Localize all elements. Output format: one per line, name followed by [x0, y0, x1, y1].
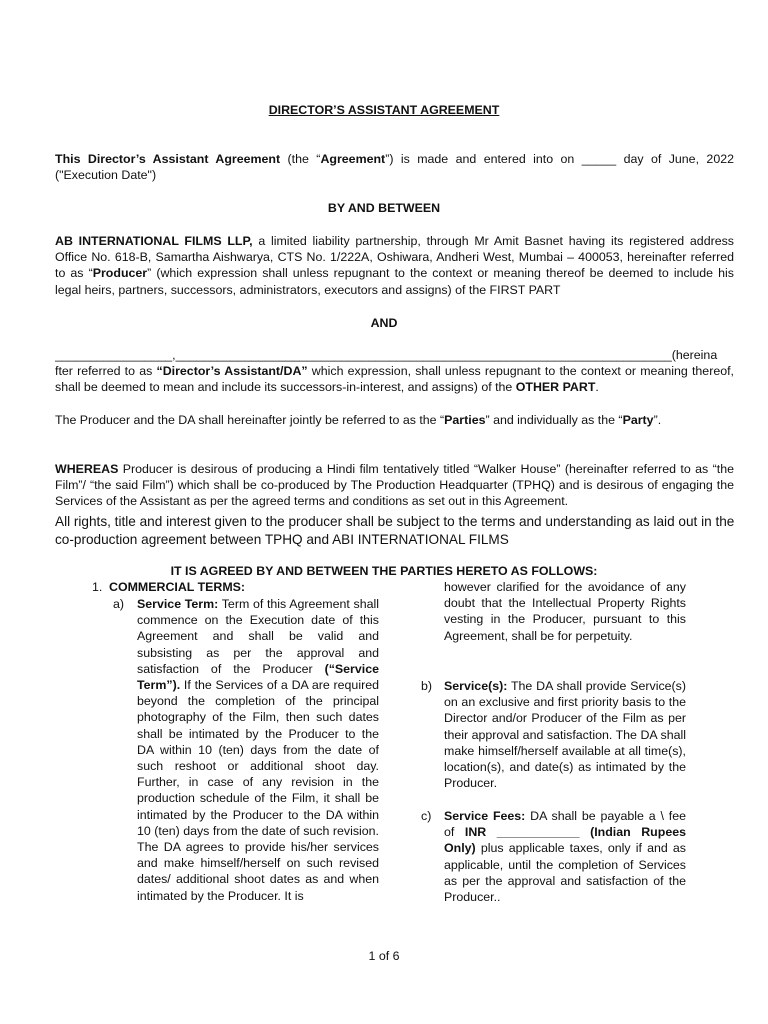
clause-a-text: [137, 596, 379, 904]
agreed-heading: IT IS AGREED BY AND BETWEEN THE PARTIES HERETO AS FOLLOWS:: [170, 564, 598, 578]
clause-b-text: [444, 678, 686, 791]
parties-text-2: ” and individually as the “: [485, 413, 623, 427]
clause-a-text-2: If the Services of a DA are required beyond the completion of the principal photography of the Film, then such dates shall be intimated by the Producer to the DA within 10 (ten) days from the date of such reshoot or additional shoot day. Further, in case of any revision in the production schedule of the Film, it shall be intimated by the Producer to the DA within 10 (ten) days from the date of such revision. The DA agrees to provide his/her services and make himself/herself on such revised dates/ additional shoot dates as and when intimated by the Producer. It is: [137, 678, 379, 903]
intro-text-1: (the “: [280, 152, 321, 166]
whereas-paragraph: [55, 461, 734, 510]
and-heading: AND: [370, 316, 398, 330]
clause-a-text-1: Term of this Agreement shall commence on the Execution date of this Agreement and shall be valid and subsisting as per the approval and satisfaction of the Producer: [137, 597, 379, 676]
clause-c-label: c): [421, 809, 432, 823]
document-title: DIRECTOR’S ASSISTANT AGREEMENT: [268, 103, 500, 117]
service-term-definition: (“Service Term”).: [137, 661, 379, 693]
clause-b-label: b): [421, 679, 433, 693]
clause-c-text: [444, 808, 686, 905]
second-party-text-3: .: [595, 380, 599, 395]
first-party-text-2: ” (which expression shall unless repugnant to the context or meaning thereof be deemed to include his legal heirs, partners, successors, administrators, executors and assigns) of the FIRST PART: [55, 266, 734, 297]
first-party-name: AB INTERNATIONAL FILMS LLP,: [55, 234, 253, 248]
parties-paragraph: [55, 412, 734, 428]
page-number: 1 of 6: [368, 949, 400, 963]
clause-a-heading: Service Term:: [137, 597, 219, 611]
agreement-term: Agreement: [320, 152, 386, 166]
by-and-between-heading: BY AND BETWEEN: [327, 201, 441, 215]
rights-paragraph: All rights, title and interest given to the producer shall be subject to the terms and understanding as laid out in the co-production agreement between TPHQ and ABI INTERNATIONAL FILMS: [55, 514, 735, 547]
parties-text-1: The Producer and the DA shall hereinafter jointly be referred to as the “: [55, 413, 445, 427]
intro-paragraph: [55, 151, 734, 183]
parties-text-3: ”.: [653, 413, 662, 427]
first-party-text-1: a limited liability partnership, through Mr Amit Basnet having its registered address Office No. 618-B, Samartha Aishwarya, CTS No. 1/222A, Oshiwara, Andheri West, Mumbai – 400053, hereinafter referred to as “: [55, 234, 734, 281]
whereas-label: WHEREAS: [55, 462, 119, 476]
section-1-number: 1.: [92, 580, 103, 594]
agreement-name: This Director’s Assistant Agreement: [55, 152, 281, 166]
fee-amount: INR ____________ (Indian Rupees Only): [444, 825, 686, 856]
other-part-term: OTHER PART: [515, 380, 596, 395]
intro-text-2: ”) is made and entered into on _____ day of June, 2022 ("Execution Date"): [55, 152, 734, 183]
producer-term: Producer: [92, 266, 148, 281]
clause-c-heading: Service Fees:: [444, 809, 526, 823]
clause-c-text-1: DA shall be payable a \ fee of: [444, 809, 686, 840]
first-party-paragraph: [55, 233, 734, 298]
clause-a-continuation: however clarified for the avoidance of any doubt that the Intellectual Property Rights vesting in the Producer, pursuant to this Agreement, shall be for perpetuity.: [444, 580, 686, 643]
parties-term: Parties: [444, 413, 486, 427]
second-party-text-1: fter referred to as: [55, 364, 157, 378]
clause-b-body: The DA shall provide Service(s) on an exclusive and first priority basis to the Director and/or Producer of the Film as per their approval and satisfaction. The DA shall make himself/herself available at all time(s), location(s), and date(s) as intimated by the Producer.: [444, 679, 686, 791]
second-party-blank-line: _________________,________________________________________________________________________(hereina: [55, 348, 718, 362]
second-party-paragraph: [55, 363, 734, 395]
da-term: “Director’s Assistant/DA”: [156, 364, 308, 378]
party-term: Party: [622, 413, 654, 427]
section-1-title: COMMERCIAL TERMS:: [109, 580, 246, 594]
whereas-text: Producer is desirous of producing a Hindi film tentatively titled “Walker House” (hereinafter referred to as “the Film”/ “the said Film”) which shall be co-produced by The Production Headquarter (TPHQ) and is desirous of engaging the Services of the Assistant as per the agreed terms and conditions as set out in this Agreement.: [55, 462, 734, 509]
clause-b-heading: Service(s):: [444, 679, 508, 693]
clause-a-label: a): [113, 597, 125, 611]
second-party-text-2: which expression, shall unless repugnant to the context or meaning thereof, shall be deemed to mean and include its successors-in-interest, and assigns) of the: [55, 364, 734, 395]
clause-c-text-2: plus applicable taxes, only if and as applicable, until the completion of Services as per the approval and satisfaction of the Producer..: [444, 841, 686, 905]
